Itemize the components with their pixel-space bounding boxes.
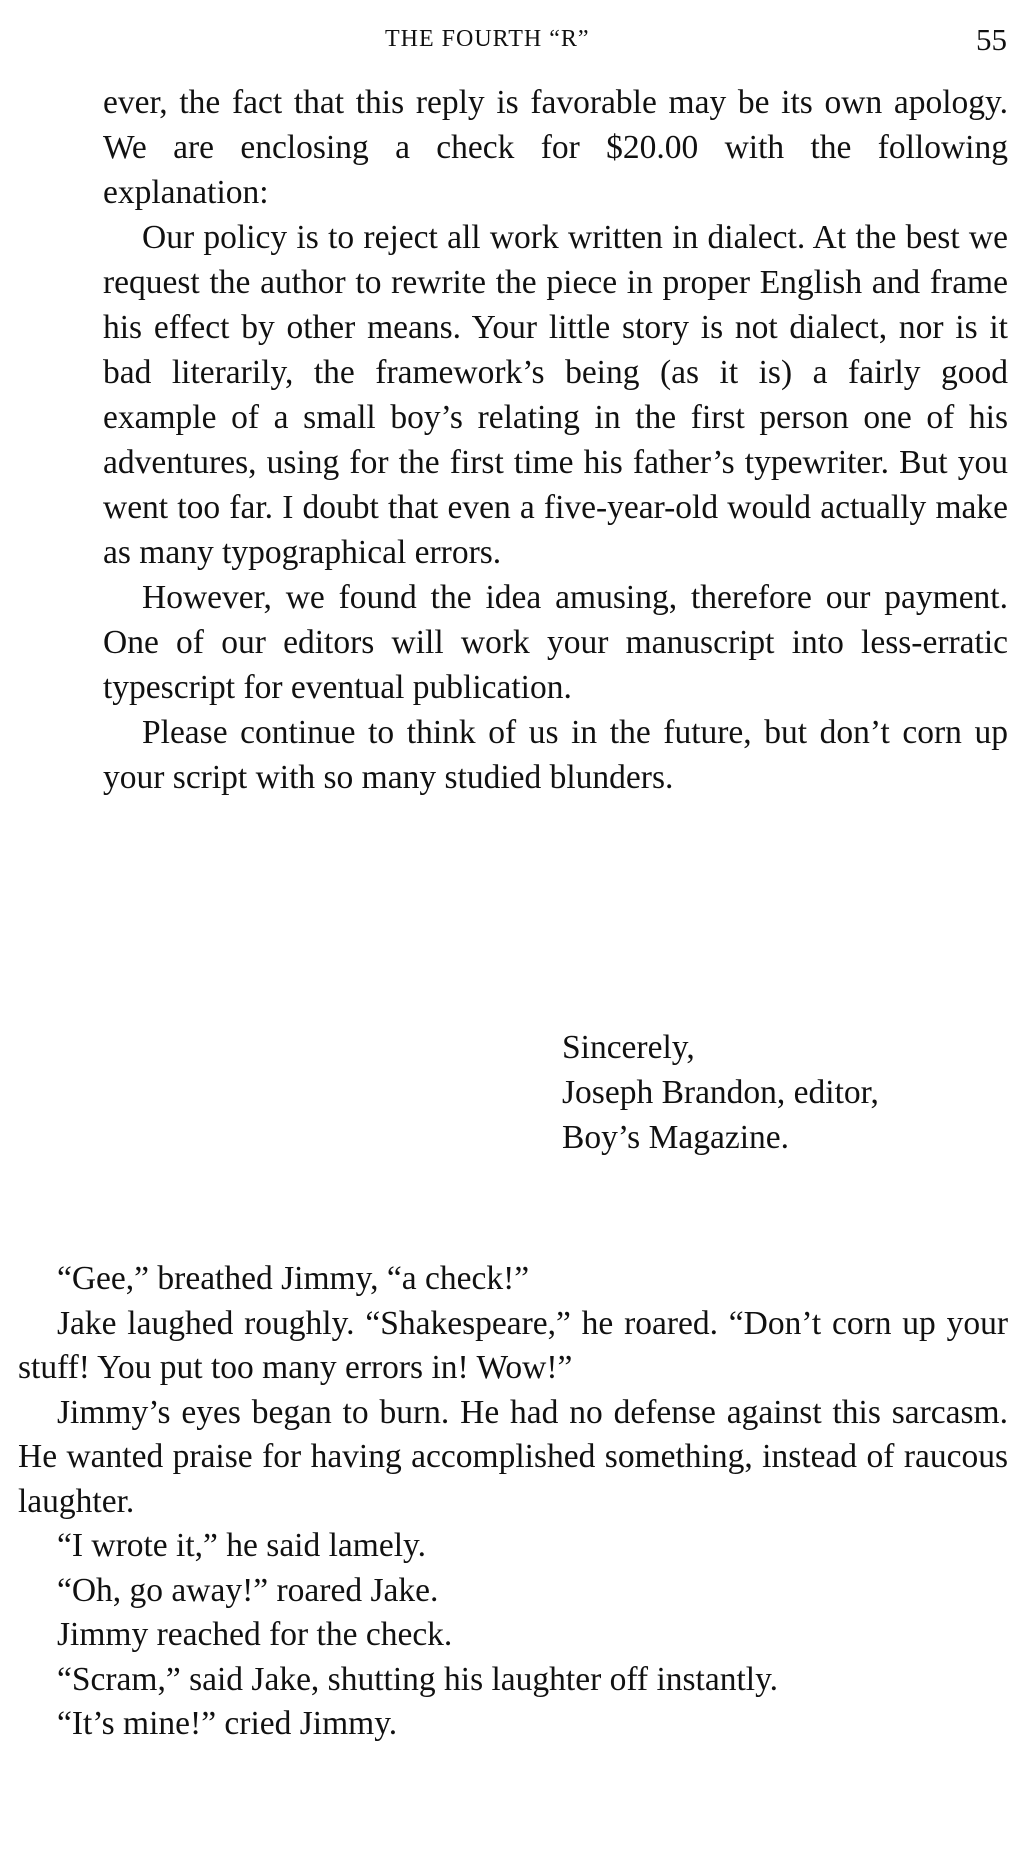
running-head xyxy=(0,22,1035,62)
letter-body xyxy=(103,80,1008,800)
narrative-paragraph: “It’s mine!” cried Jimmy. xyxy=(57,1705,398,1742)
narrative-paragraph: “I wrote it,” he said lamely. xyxy=(57,1527,426,1564)
narrative-body xyxy=(18,1257,1008,1747)
narrative-paragraph: Jake laughed roughly. “Shakespeare,” he roared. “Don’t corn up your stuff! You put too many errors in! Wow!” xyxy=(18,1304,1008,1386)
letter-paragraph: Please continue to think of us in the future, but don’t corn up your script with so many studied blunders. xyxy=(103,714,1008,796)
narrative-paragraph: “Oh, go away!” roared Jake. xyxy=(57,1571,439,1609)
letter-paragraph: Our policy is to reject all work written in dialect. At the best we request the author to rewrite the piece in proper English and frame his effect by other means. Your little story is not dialect, nor is it bad literarily, the framework’s being (as it is) a fairly good example of a small boy’s relating in the first person one of his adventures, using for the first time his father’s typewriter. But you went too far. I doubt that even a five-year-old would actually make as many typographical errors. xyxy=(103,219,1008,571)
running-title: THE FOURTH “R” xyxy=(385,26,590,52)
narrative-paragraph: “Gee,” breathed Jimmy, “a check!” xyxy=(57,1260,530,1297)
letter-paragraph: However, we found the idea amusing, therefore our payment. One of our editors will work your manuscript into less-erratic typescript for eventual publication. xyxy=(103,579,1008,706)
narrative-paragraph: Jimmy’s eyes began to burn. He had no defense against this sarcasm. He wanted praise for having accomplished something, instead of raucous laughter. xyxy=(18,1393,1008,1520)
narrative-paragraph: “Scram,” said Jake, shutting his laughter off instantly. xyxy=(57,1660,779,1698)
letter-closing xyxy=(562,1025,879,1160)
closing-signature: Joseph Brandon, editor, xyxy=(562,1074,879,1111)
page-number: 55 xyxy=(976,22,1007,57)
closing-publication: Boy’s Magazine. xyxy=(562,1119,790,1156)
letter-paragraph: ever, the fact that this reply is favorable may be its own apology. We are enclosing a check for $20.00 with the following explanation: xyxy=(103,84,1008,211)
closing-salutation: Sincerely, xyxy=(562,1029,695,1066)
narrative-paragraph: Jimmy reached for the check. xyxy=(57,1616,453,1653)
